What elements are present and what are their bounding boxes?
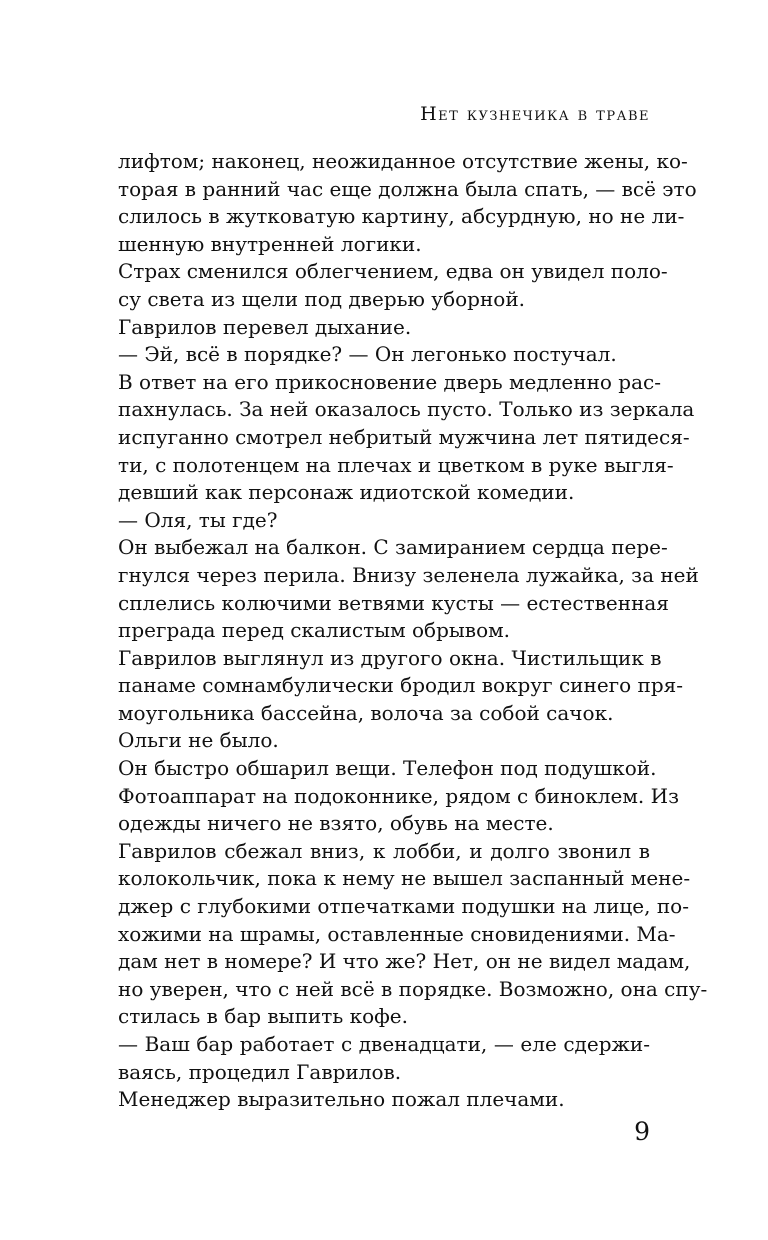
text-line: шенную внутренней логики. — [118, 231, 422, 256]
text-line: Ольги не было. — [118, 728, 279, 753]
text-line: ваясь, процедил Гаврилов. — [118, 1059, 402, 1084]
text-line: ти, с полотенцем на плечах и цветком в руке выгля- — [118, 452, 674, 477]
text-line: моугольника бассейна, волоча за собой сачок. — [118, 700, 614, 725]
text-line: хожими на шрамы, оставленные сновидениями. Ма- — [118, 921, 676, 946]
text-line: слилось в жутковатую картину, абсурдную, но не ли- — [118, 204, 685, 229]
text-line: джер с глубокими отпечатками подушки на лице, по- — [118, 894, 689, 919]
text-line: торая в ранний час еще должна была спать, — всё это — [118, 176, 697, 201]
text-line: сплелись колючими ветвями кусты — естественная — [118, 590, 669, 615]
text-line: Гаврилов выглянул из другого окна. Чистильщик в — [118, 645, 662, 670]
text-line: Менеджер выразительно пожал плечами. — [118, 1087, 565, 1112]
text-line: Гаврилов сбежал вниз, к лобби, и долго звонил в — [118, 838, 650, 863]
text-line: колокольчик, пока к нему не вышел заспанный мене- — [118, 866, 691, 891]
text-line: Он выбежал на балкон. С замиранием сердца пере- — [118, 535, 668, 560]
text-line: гнулся через перила. Внизу зеленела лужайка, за ней — [118, 562, 699, 587]
text-line: пахнулась. За ней оказалось пусто. Только из зеркала — [118, 397, 695, 422]
text-line: лифтом; наконец, неожиданное отсутствие жены, ко- — [118, 149, 688, 173]
text-line: — Оля, ты где? — [118, 507, 278, 532]
text-line: преграда перед скалистым обрывом. — [118, 618, 511, 643]
text-line: В ответ на его прикосновение дверь медленно рас- — [118, 369, 661, 394]
text-line: Фотоаппарат на подоконнике, рядом с биноклем. Из — [118, 783, 679, 808]
text-line: Страх сменился облегчением, едва он увидел поло- — [118, 259, 668, 284]
text-line: стилась в бар выпить кофе. — [118, 1004, 408, 1029]
text-line: одежды ничего не взято, обувь на месте. — [118, 811, 554, 836]
text-line: — Ваш бар работает с двенадцати, — еле сдержи- — [118, 1032, 650, 1056]
text-line: панаме сомнамбулически бродил вокруг синего пря- — [118, 673, 684, 698]
text-line: дам нет в номере? И что же? Нет, он не видел мадам, — [118, 949, 691, 974]
text-line: — Эй, всё в порядке? — Он легонько постучал. — [118, 342, 617, 367]
body-text — [118, 148, 708, 1114]
running-head: Нет кузнечика в траве — [420, 103, 650, 125]
text-line: девший как персонаж идиотской комедии. — [118, 480, 575, 505]
text-line: Гаврилов перевел дыхание. — [118, 314, 412, 339]
text-line: су света из щели под дверью уборной. — [118, 286, 526, 311]
text-line: Он быстро обшарил вещи. Телефон под подушкой. — [118, 756, 657, 781]
page-number: 9 — [634, 1117, 650, 1146]
text-line: но уверен, что с ней всё в порядке. Возможно, она спу- — [118, 976, 708, 1001]
text-line: испуганно смотрел небритый мужчина лет пятидеся- — [118, 424, 690, 449]
